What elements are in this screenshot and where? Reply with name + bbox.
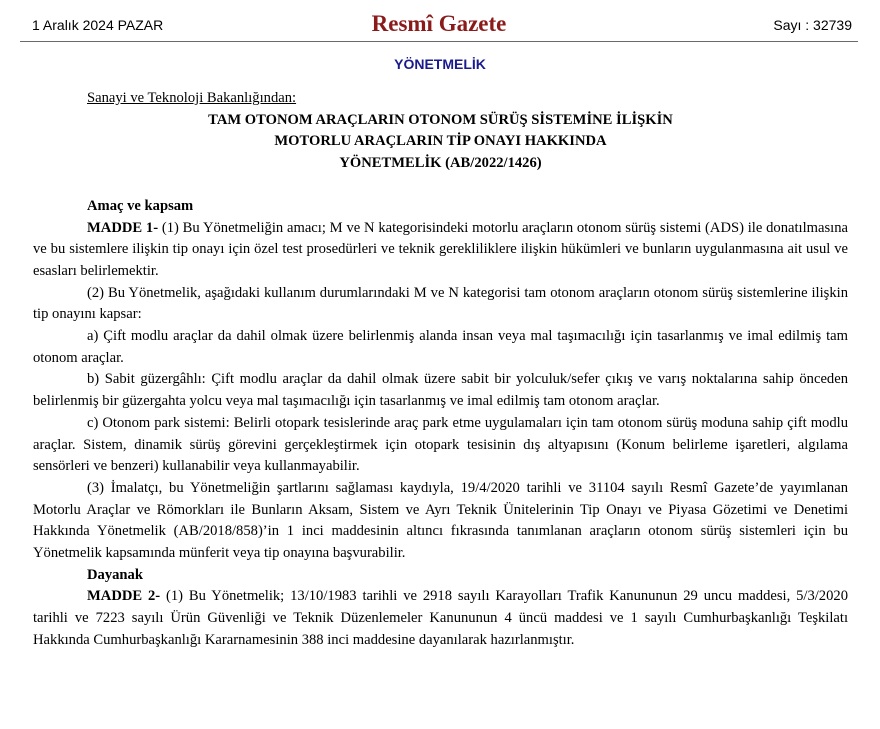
article-heading-basis: Dayanak <box>87 566 143 583</box>
gazette-title: Resmî Gazete <box>371 11 507 36</box>
article-1-paragraph-3: (3) İmalatçı, bu Yönetmeliğin şartlarını sağlaması kaydıyla, 19/4/2020 tarihli ve 31104 sayılı Resmî Gazete’de yayımlanan Motorlu Araçlar ve Römorkları ile Bunların Aksam, Sistem ve Ayrı Teknik Ünitelerinin Tip Onayı ve Piyasa Gözetimi ve Denetimi Hakkında Yönetmelik (AB/2018/858)’in 1 inci maddesinin altıncı fıkrasında tanımlanan araçların otonom sürüş sistemleri için bu Yönetmelik kapsamında münferit veya tip onayına başvurabilir. <box>33 479 848 562</box>
article-1-item-c: c) Otonom park sistemi: Belirli otopark tesislerinde araç park etme uygulamaları için tam otonom sürüş moduna sahip çift modlu araçlar. Sistem, dinamik sürüş görevini gerçekleştirmek için otopark tesisinin dış altyapısını (Konum belirleme işaretleri, algılama sensörleri ve benzeri) kullanabilir veya kullanmayabilir. <box>33 414 848 475</box>
article-1-item-a: a) Çift modlu araçlar da dahil olmak üzere belirlenmiş alanda insan veya mal taşımacılığı için tasarlanmış ve imal edilmiş tam otonom araçlar. <box>33 328 848 366</box>
regulation-title-line-1: TAM OTONOM ARAÇLARIN OTONOM SÜRÜŞ SİSTEMİNE İLİŞKİN <box>208 111 673 128</box>
issue-number: Sayı : 32739 <box>773 17 852 33</box>
regulation-document <box>33 88 848 652</box>
article-1-label: MADDE 1- <box>87 219 159 236</box>
article-2-paragraph-1 <box>33 586 848 651</box>
header-divider <box>20 41 858 42</box>
section-heading: YÖNETMELİK <box>394 56 486 72</box>
paragraph-text: (1) Bu Yönetmelik; 13/10/1983 tarihli ve 2918 sayılı Karayolları Trafik Kanununun 29 uncu maddesi, 5/3/2020 tarihli ve 7223 sayılı Ürün Güvenliği ve Teknik Düzenlemeler Kanununun 4 üncü maddesi ve 1 sayılı Cumhurbaşkanlığı Teşkilatı Hakkında Cumhurbaşkanlığı Kararnamesinin 388 inci maddesine dayanılarak hazırlanmıştır. <box>33 588 848 648</box>
publication-date: 1 Aralık 2024 PAZAR <box>32 17 164 33</box>
article-heading-purpose-scope: Amaç ve kapsam <box>87 197 194 214</box>
article-1-paragraph-1 <box>33 218 848 283</box>
spacer <box>33 175 848 196</box>
article-2-label: MADDE 2- <box>87 588 161 605</box>
article-1-item-b: b) Sabit güzergâhlı: Çift modlu araçlar da dahil olmak üzere sabit bir yolculuk/sefer çıkış ve varış noktalarına sahip önceden belirlenmiş bir güzergahta yolcu veya mal taşımacılığı için tasarlanmış ve imal edilmiş tam otonom araçlar. <box>33 371 848 410</box>
regulation-title-line-2: MOTORLU ARAÇLARIN TİP ONAYI HAKKINDA <box>274 133 607 150</box>
article-1-paragraph-2: (2) Bu Yönetmelik, aşağıdaki kullanım durumlarındaki M ve N kategorisi tam otonom araçların otonom sürüş sistemlerine ilişkin tip onayını kapsar: <box>33 284 848 323</box>
ministry-line: Sanayi ve Teknoloji Bakanlığından: <box>87 90 297 106</box>
regulation-title-line-3: YÖNETMELİK (AB/2022/1426) <box>339 155 542 172</box>
paragraph-text: (1) Bu Yönetmeliğin amacı; M ve N kategorisindeki motorlu araçların otonom sürüş sistemi (ADS) ile donatılmasına ve bu sistemlere ilişkin tip onayı için özel test prosedürleri ve teknik gerekliliklere ilişkin hükümleri ve bunların uygulanmasına ait usul ve esasları belirlemektir. <box>33 219 848 279</box>
gazette-header <box>20 8 858 44</box>
